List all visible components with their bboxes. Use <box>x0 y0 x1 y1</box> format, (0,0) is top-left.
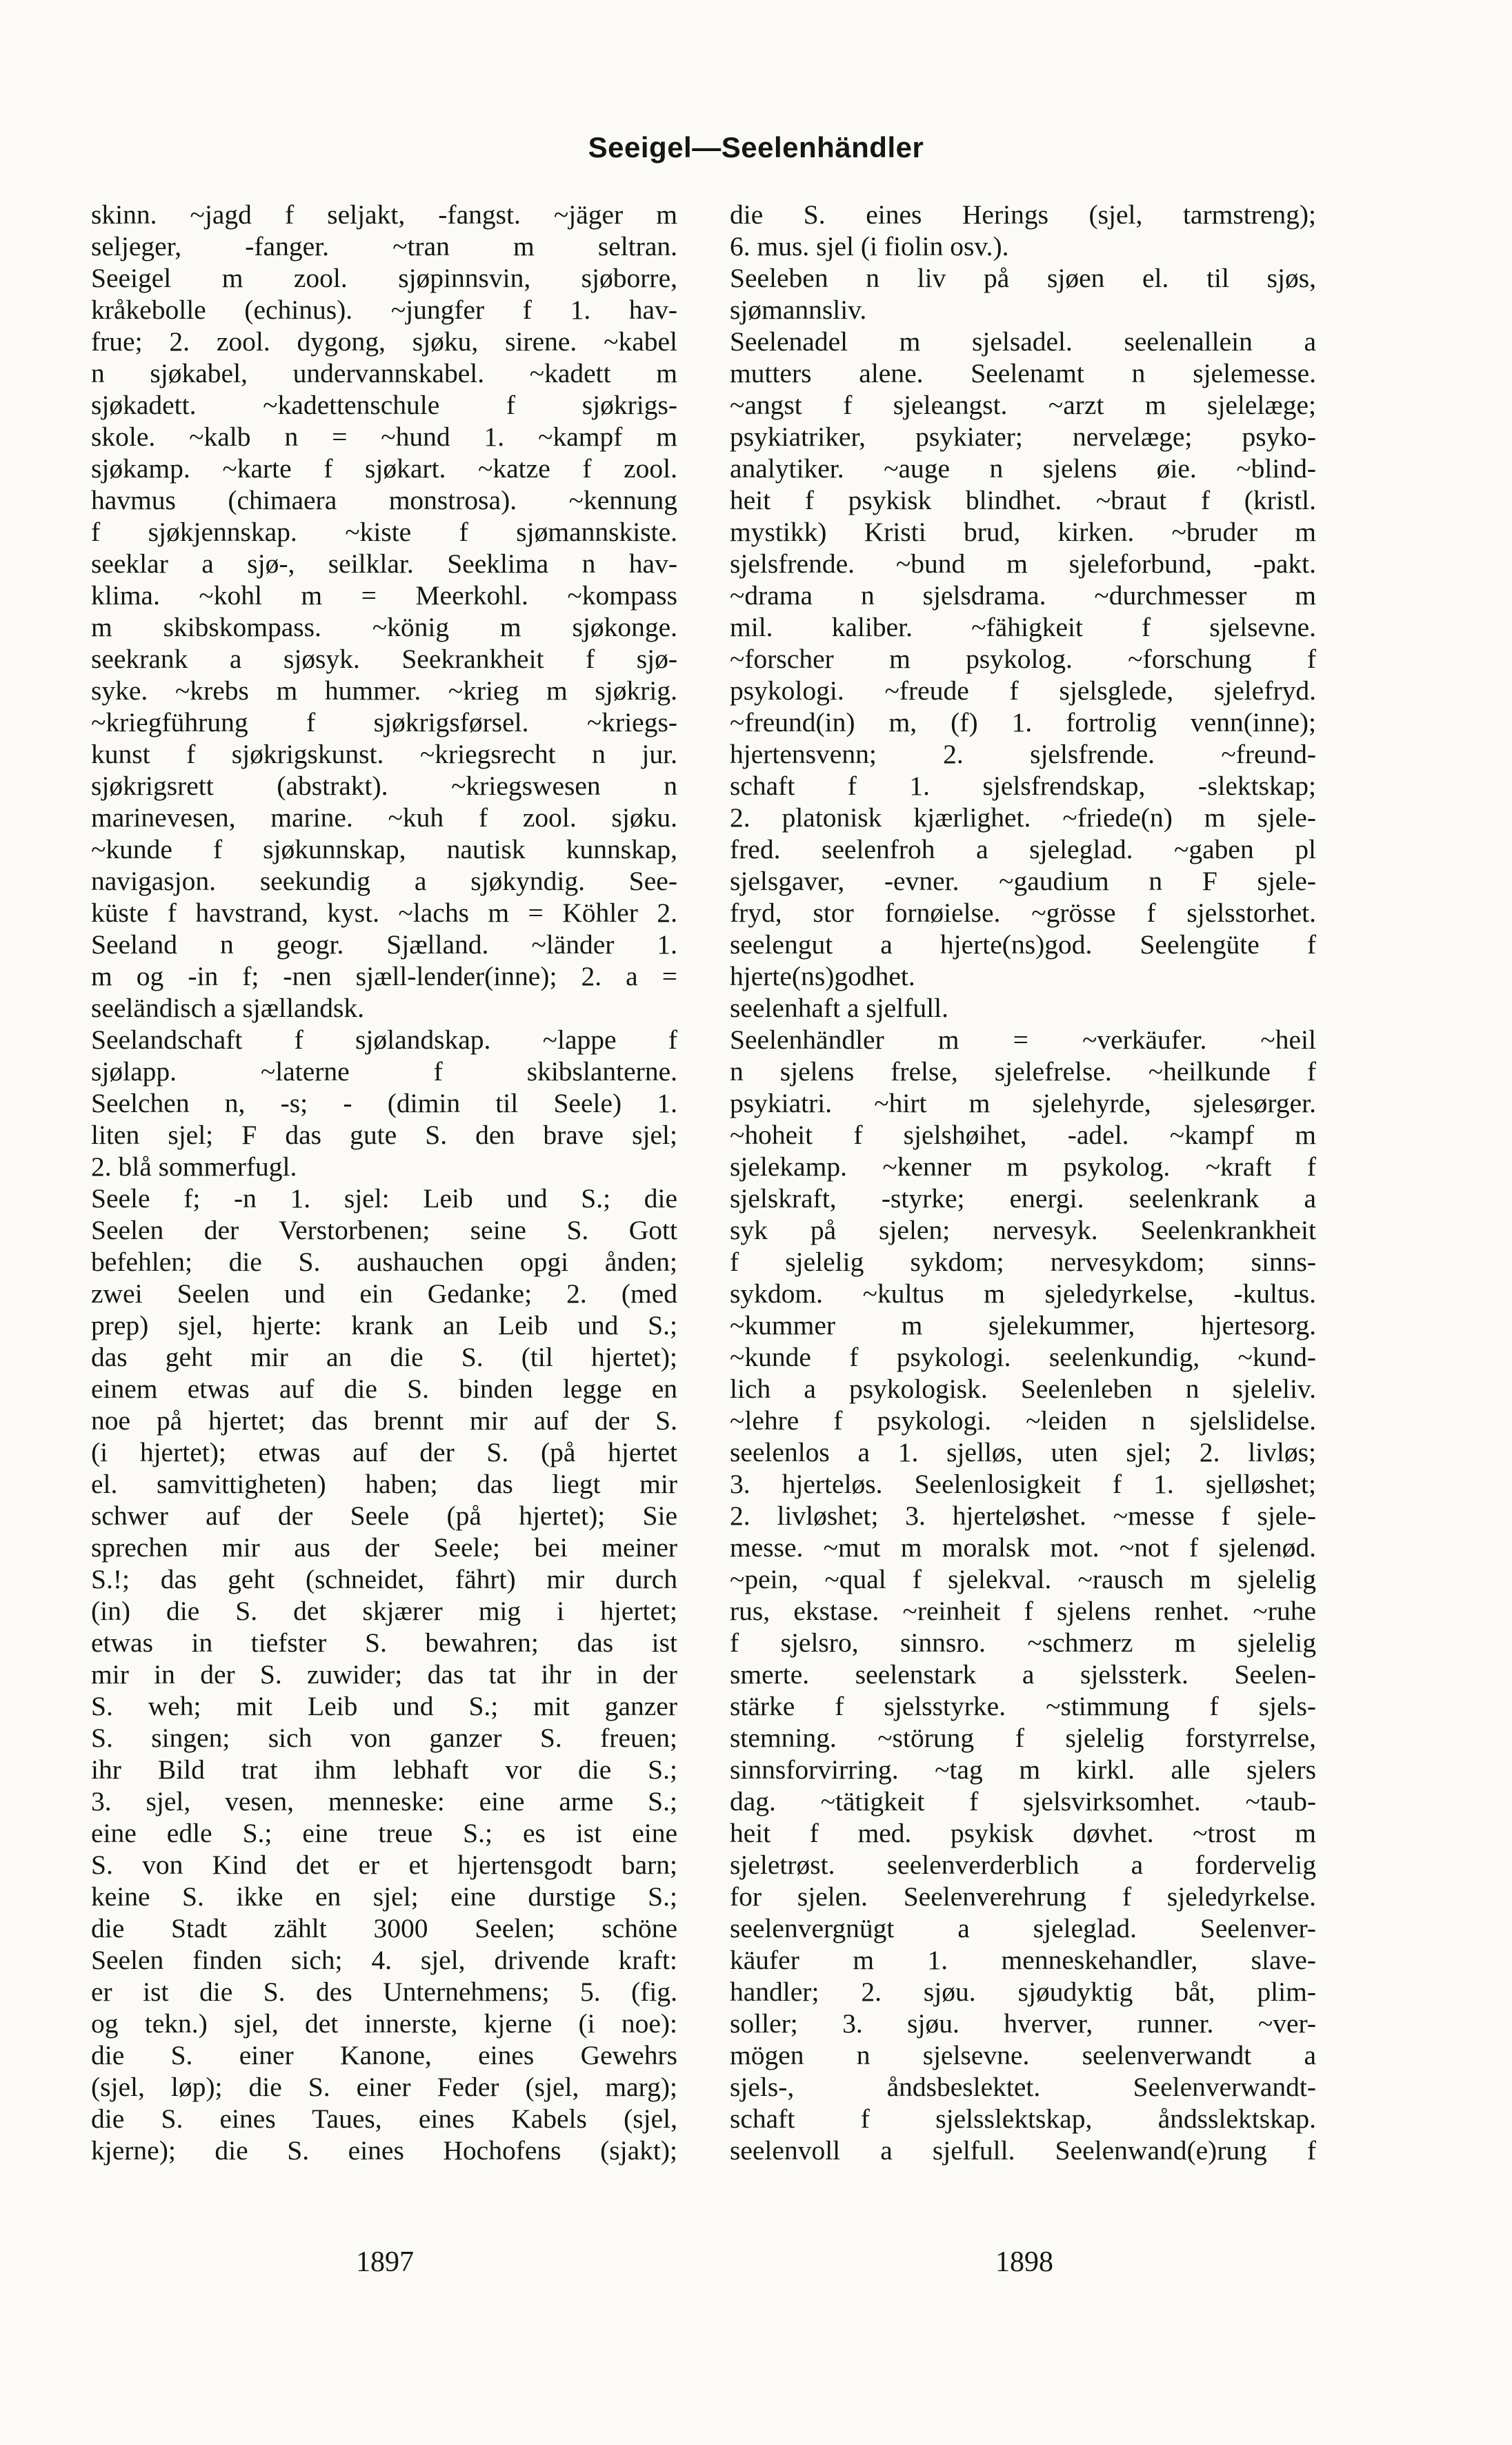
text-line: marinevesen, marine. ~kuh f zool. sjøku. <box>91 802 677 833</box>
text-line: f sjøkjennskap. ~kiste f sjømannskiste. <box>91 517 677 547</box>
text-line: sjelskraft, -styrke; energi. seelenkrank a <box>730 1183 1316 1214</box>
text-line: Seeigel m zool. sjøpinnsvin, sjøborre, <box>91 263 677 293</box>
text-line: ~kunde f sjøkunnskap, nautisk kunnskap, <box>91 834 677 864</box>
text-line: stärke f sjelsstyrke. ~stimmung f sjels- <box>730 1691 1316 1721</box>
text-line: mir in der S. zuwider; das tat ihr in der <box>91 1659 677 1690</box>
text-line: syke. ~krebs m hummer. ~krieg m sjøkrig. <box>91 675 677 706</box>
text-line: seeklar a sjø-, seilklar. Seeklima n hav- <box>91 548 677 579</box>
text-line: 2. platonisk kjærlighet. ~friede(n) m sjele- <box>730 802 1316 833</box>
text-line: m skibskompass. ~könig m sjøkonge. <box>91 612 677 642</box>
text-line: og tekn.) sjel, det innerste, kjerne (i noe): <box>91 2008 677 2039</box>
text-line: Seelandschaft f sjølandskap. ~lappe f <box>91 1024 677 1055</box>
text-line: das geht mir an die S. (til hjertet); <box>91 1342 677 1372</box>
text-line: Seele f; -n 1. sjel: Leib und S.; die <box>91 1183 677 1214</box>
text-line: keine S. ikke en sjel; eine durstige S.; <box>91 1881 677 1912</box>
text-line: ihr Bild trat ihm lebhaft vor die S.; <box>91 1754 677 1785</box>
text-line: lich a psykologisk. Seelenleben n sjeleliv. <box>730 1374 1316 1404</box>
text-line: noe på hjertet; das brennt mir auf der S. <box>91 1405 677 1436</box>
text-line: ~freund(in) m, (f) 1. fortrolig venn(inne); <box>730 707 1316 738</box>
text-line: m og -in f; -nen sjæll-lender(inne); 2. a = <box>91 961 677 991</box>
text-line: hjerte(ns)godhet. <box>730 961 915 991</box>
text-line: mil. kaliber. ~fähigkeit f sjelsevne. <box>730 612 1316 642</box>
text-line: syk på sjelen; nervesyk. Seelenkrankheit <box>730 1215 1316 1245</box>
text-line: hjertensvenn; 2. sjelsfrende. ~freund- <box>730 739 1316 769</box>
text-line: sprechen mir aus der Seele; bei meiner <box>91 1532 677 1563</box>
text-line: ~kunde f psykologi. seelenkundig, ~kund- <box>730 1342 1316 1372</box>
text-line: skinn. ~jagd f seljakt, -fangst. ~jäger m <box>91 199 677 230</box>
text-line: liten sjel; F das gute S. den brave sjel; <box>91 1120 677 1150</box>
text-line: S. singen; sich von ganzer S. freuen; <box>91 1723 677 1753</box>
text-line: ~drama n sjelsdrama. ~durchmesser m <box>730 580 1316 611</box>
text-line: er ist die S. des Unternehmens; 5. (fig. <box>91 1977 677 2007</box>
text-line: klima. ~kohl m = Meerkohl. ~kompass <box>91 580 677 611</box>
text-line: schaft f 1. sjelsfrendskap, -slektskap; <box>730 771 1316 801</box>
text-line: Seeleben n liv på sjøen el. til sjøs, <box>730 263 1316 293</box>
text-line: n sjelens frelse, sjelefrelse. ~heilkunde f <box>730 1056 1316 1087</box>
text-line: schwer auf der Seele (på hjertet); Sie <box>91 1501 677 1531</box>
text-line: sinnsforvirring. ~tag m kirkl. alle sjelers <box>730 1754 1316 1785</box>
text-line: eine edle S.; eine treue S.; es ist eine <box>91 1818 677 1848</box>
text-line: analytiker. ~auge n sjelens øie. ~blind- <box>730 453 1316 484</box>
text-line: kunst f sjøkrigskunst. ~kriegsrecht n jur. <box>91 739 677 769</box>
page-number-right: 1898 <box>995 2246 1053 2278</box>
right-column <box>730 199 1316 2241</box>
text-line: käufer m 1. menneskehandler, slave- <box>730 1945 1316 1975</box>
text-line: soller; 3. sjøu. hverver, runner. ~ver- <box>730 2008 1316 2039</box>
text-line: S.!; das geht (schneidet, fährt) mir durch <box>91 1564 677 1594</box>
text-line: el. samvittigheten) haben; das liegt mir <box>91 1469 677 1499</box>
text-line: ~pein, ~qual f sjelekval. ~rausch m sjelelig <box>730 1564 1316 1594</box>
text-line: seljeger, -fanger. ~tran m seltran. <box>91 231 677 261</box>
text-line: 3. hjerteløs. Seelenlosigkeit f 1. sjelløshet; <box>730 1469 1316 1499</box>
text-line: heit f med. psykisk døvhet. ~trost m <box>730 1818 1316 1848</box>
text-line: psykiatriker, psykiater; nervelæge; psyko- <box>730 422 1316 452</box>
text-line: die S. eines Herings (sjel, tarmstreng); <box>730 199 1316 230</box>
text-line: mögen n sjelsevne. seelenverwandt a <box>730 2040 1316 2070</box>
text-line: seelenvergnügt a sjeleglad. Seelenver- <box>730 1913 1316 1943</box>
text-line: frue; 2. zool. dygong, sjøku, sirene. ~kabel <box>91 326 677 357</box>
text-line: dag. ~tätigkeit f sjelsvirksomhet. ~taub- <box>730 1786 1316 1817</box>
text-line: die S. eines Taues, eines Kabels (sjel, <box>91 2104 677 2134</box>
text-line: etwas in tiefster S. bewahren; das ist <box>91 1627 677 1658</box>
text-line: kjerne); die S. eines Hochofens (sjakt); <box>91 2135 677 2166</box>
text-line: Seeland n geogr. Sjælland. ~länder 1. <box>91 929 677 960</box>
text-line: sjøkrigsrett (abstrakt). ~kriegswesen n <box>91 771 677 801</box>
running-head: Seeigel—Seelenhändler <box>588 131 924 164</box>
text-line: fryd, stor fornøielse. ~grösse f sjelsstorhet. <box>730 898 1316 928</box>
text-line: havmus (chimaera monstrosa). ~kennung <box>91 485 677 515</box>
text-line: sjeletrøst. seelenverderblich a fordervelig <box>730 1850 1316 1880</box>
text-line: Seelenadel m sjelsadel. seelenallein a <box>730 326 1316 357</box>
text-line: ~angst f sjeleangst. ~arzt m sjelelæge; <box>730 390 1316 420</box>
text-line: schaft f sjelsslektskap, åndsslektskap. <box>730 2104 1316 2134</box>
text-line: f sjelsro, sinnsro. ~schmerz m sjelelig <box>730 1627 1316 1658</box>
text-line: befehlen; die S. aushauchen opgi ånden; <box>91 1247 677 1277</box>
text-line: handler; 2. sjøu. sjøudyktig båt, plim- <box>730 1977 1316 2007</box>
text-line: mystikk) Kristi brud, kirken. ~bruder m <box>730 517 1316 547</box>
text-line: ~hoheit f sjelshøihet, -adel. ~kampf m <box>730 1120 1316 1150</box>
text-line: messe. ~mut m moralsk mot. ~not f sjelenød. <box>730 1532 1316 1563</box>
text-line: sjelsgaver, -evner. ~gaudium n F sjele- <box>730 866 1316 896</box>
text-line: ~kriegführung f sjøkrigsførsel. ~kriegs- <box>91 707 677 738</box>
text-line: ~lehre f psykologi. ~leiden n sjelslidelse. <box>730 1405 1316 1436</box>
text-line: mutters alene. Seelenamt n sjelemesse. <box>730 358 1316 388</box>
text-line: Seelen finden sich; 4. sjel, drivende kraft: <box>91 1945 677 1975</box>
text-line: seeländisch a sjællandsk. <box>91 993 365 1023</box>
text-line: 2. blå sommerfugl. <box>91 1151 297 1182</box>
text-line: stemning. ~störung f sjelelig forstyrrelse, <box>730 1723 1316 1753</box>
text-line: 2. livløshet; 3. hjerteløshet. ~messe f sjele- <box>730 1501 1316 1531</box>
text-line: sjelekamp. ~kenner m psykolog. ~kraft f <box>730 1151 1316 1182</box>
text-line: (sjel, løp); die S. einer Feder (sjel, marg); <box>91 2072 677 2102</box>
text-line: 3. sjel, vesen, menneske: eine arme S.; <box>91 1786 677 1817</box>
text-line: Seelen der Verstorbenen; seine S. Gott <box>91 1215 677 1245</box>
text-line: navigasjon. seekundig a sjøkyndig. See- <box>91 866 677 896</box>
text-line: ~kummer m sjelekummer, hjertesorg. <box>730 1310 1316 1340</box>
text-line: küste f havstrand, kyst. ~lachs m = Köhler 2. <box>91 898 677 928</box>
text-line: rus, ekstase. ~reinheit f sjelens renhet. ~ruhe <box>730 1596 1316 1626</box>
text-line: einem etwas auf die S. binden legge en <box>91 1374 677 1404</box>
text-line: sjølapp. ~laterne f skibslanterne. <box>91 1056 677 1087</box>
text-line: seekrank a sjøsyk. Seekrankheit f sjø- <box>91 644 677 674</box>
text-line: Seelenhändler m = ~verkäufer. ~heil <box>730 1024 1316 1055</box>
text-line: sjels-, åndsbeslektet. Seelenverwandt- <box>730 2072 1316 2102</box>
text-line: seelenhaft a sjelfull. <box>730 993 948 1023</box>
text-line: n sjøkabel, undervannskabel. ~kadett m <box>91 358 677 388</box>
text-line: skole. ~kalb n = ~hund 1. ~kampf m <box>91 422 677 452</box>
text-line: kråkebolle (echinus). ~jungfer f 1. hav- <box>91 295 677 325</box>
page-number-left: 1897 <box>356 2246 414 2278</box>
text-line: die S. einer Kanone, eines Gewehrs <box>91 2040 677 2070</box>
text-line: seelenvoll a sjelfull. Seelenwand(e)rung f <box>730 2135 1316 2166</box>
left-column <box>91 199 677 2241</box>
text-line: for sjelen. Seelenverehrung f sjeledyrkelse. <box>730 1881 1316 1912</box>
text-line: f sjelelig sykdom; nervesykdom; sinns- <box>730 1247 1316 1277</box>
text-line: sykdom. ~kultus m sjeledyrkelse, -kultus. <box>730 1278 1316 1309</box>
text-line: sjelsfrende. ~bund m sjeleforbund, -pakt. <box>730 548 1316 579</box>
text-line: 6. mus. sjel (i fiolin osv.). <box>730 231 1009 261</box>
text-line: prep) sjel, hjerte: krank an Leib und S.; <box>91 1310 677 1340</box>
text-line: sjøkadett. ~kadettenschule f sjøkrigs- <box>91 390 677 420</box>
text-line: (in) die S. det skjærer mig i hjertet; <box>91 1596 677 1626</box>
text-line: psykologi. ~freude f sjelsglede, sjelefryd. <box>730 675 1316 706</box>
text-line: S. von Kind det er et hjertensgodt barn; <box>91 1850 677 1880</box>
text-line: die Stadt zählt 3000 Seelen; schöne <box>91 1913 677 1943</box>
text-line: psykiatri. ~hirt m sjelehyrde, sjelesørger. <box>730 1088 1316 1118</box>
text-line: Seelchen n, -s; - (dimin til Seele) 1. <box>91 1088 677 1118</box>
text-line: zwei Seelen und ein Gedanke; 2. (med <box>91 1278 677 1309</box>
text-line: S. weh; mit Leib und S.; mit ganzer <box>91 1691 677 1721</box>
text-line: seelenlos a 1. sjelløs, uten sjel; 2. livløs; <box>730 1437 1316 1467</box>
text-line: seelengut a hjerte(ns)god. Seelengüte f <box>730 929 1316 960</box>
text-line: fred. seelenfroh a sjeleglad. ~gaben pl <box>730 834 1316 864</box>
text-line: heit f psykisk blindhet. ~braut f (kristl. <box>730 485 1316 515</box>
text-line: smerte. seelenstark a sjelssterk. Seelen- <box>730 1659 1316 1690</box>
text-line: (i hjertet); etwas auf der S. (på hjertet <box>91 1437 677 1467</box>
text-line: sjøkamp. ~karte f sjøkart. ~katze f zool. <box>91 453 677 484</box>
text-line: sjømannsliv. <box>730 295 867 325</box>
text-line: ~forscher m psykolog. ~forschung f <box>730 644 1316 674</box>
